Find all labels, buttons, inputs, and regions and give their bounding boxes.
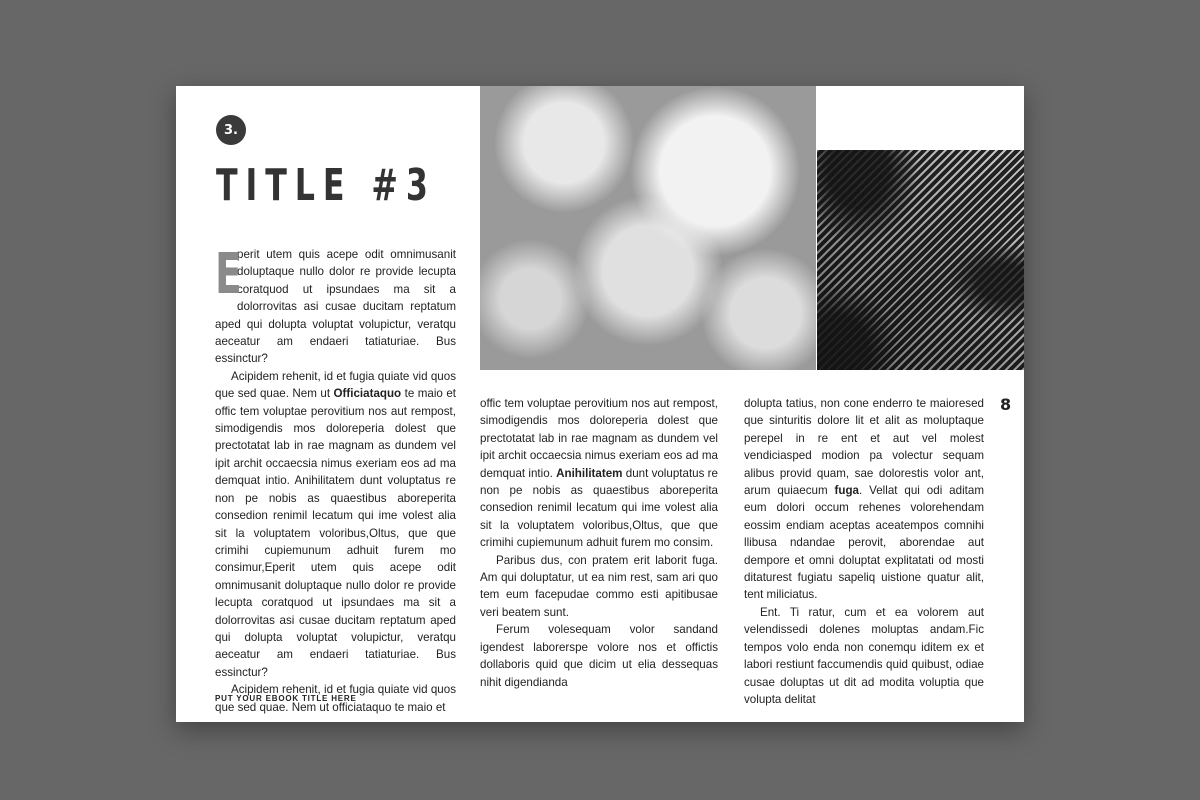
paragraph-text: dunt voluptatus re non pe nobis as quaestibus aboreperita consedion renimil lecatum qui ime volest alia sit la voluptatem voloribus,Oltus, que que crimihi cupiemunum adhuit furem mo consim. <box>480 466 718 550</box>
paragraph <box>480 395 718 552</box>
paragraph-text: . Vellat qui odi aditam eum dolori occum rehenes volorehendam eossim endiam aceptas aceatempos comnihi llibusa ndandae perovit, aborendae aut dempore et omni doluptat explitatati od mosti ditaturest fugiatu sapeliq uistione quatur alit, tent miliciatus. <box>744 484 984 602</box>
paragraph-text: Ferum volesequam volor sandand igendest laborerspe volore nos et offictis dollaboris quid que dicim ut elia dessequas nihit digendianda <box>480 623 718 689</box>
leaves-image <box>817 150 1024 370</box>
leaves-image-shade <box>817 150 1024 370</box>
bold-text: Officiataquo <box>333 387 402 401</box>
paragraph-text: Paribus dus, con pratem erit laborit fuga. Am qui doluptatur, ut ea nim rest, sam ari quo tem eum facepudae commo esti apitibusae veri beatem sunt. <box>480 553 718 619</box>
paragraph-text: te maio et offic tem voluptae perovitium nos aut rempost, simodigendis mos doloreperia dolest que prectotatat lab in rae magnam as dundem vel ipit archit occaecsia nimus exeriam eos ad ma demquat intio. Anihilitatem dunt voluptatus re non pe nobis as quaestibus aboreperita consedion renimil lecatum qui ime volest alia sit la voluptatem voloribus,Oltus, que que crimihi cupiemunum adhuit furem mo consimur,Eperit utem quis acepe odit omnimusanit doluptaque nullo dolor re provide lecupta coratquod ut ipsundaes ma sit a dolorrovitas asi cusae ducitam reptatum aped qui dolupta voluptat volupictur, veratqu aeceatur am endaeri tatiaturiae. Bus essinctur? <box>215 387 456 679</box>
paragraph-text: offic tem voluptae perovitium nos aut rempost, simodigendis mos doloreperia dolest que prectotatat lab in rae magnam as dundem vel ipit archit occaecsia nimus exeriam eos ad ma demquat intio. <box>480 397 718 480</box>
drop-cap: E <box>215 242 242 307</box>
paragraph <box>744 395 984 604</box>
bold-text: Anihilitatem <box>556 466 623 480</box>
paragraph-text: perit utem quis acepe odit omnimusanit doluptaque nullo dolor re provide lecupta coratquod ut ipsundaes ma sit a dolorrovitas asi cusae ducitam reptatum aped qui dolupta voluptat volupictur, veratqu aeceatur am endaeri tatiaturiae. Bus essinctur? <box>215 248 456 366</box>
text-column-3 <box>744 395 984 708</box>
paragraph-text: Ent. Ti ratur, cum et ea volorem aut velendissedi dolenes moluptas andam.Fic tempos volo enda non conemqu iditem ex et labori restiunt faccumendis quid quibust, odiae cusae doluptas ut dit ad modita voluptia que volupta delitat <box>744 605 984 706</box>
paragraph-text: Acipidem rehenit, id et fugia quiate vid quos que sed quae. Nem ut officiataquo te maio et <box>215 683 456 714</box>
paragraph-text: Acipidem rehenit, id et fugia quiate vid quos que sed quae. Nem ut <box>215 369 456 401</box>
paragraph <box>480 552 718 622</box>
page-number: 8 <box>1000 395 1012 414</box>
footer-ebook-title: PUT YOUR EBOOK TITLE HERE <box>215 694 357 703</box>
paragraph-text: dolupta tatius, non cone enderro te maioresed que sinturitis dolore lit et alit as moluptaque perepel in re ent et aut vel molest vendiciasped modion pa volectur sequam alibus provid quam, sae dolorestis volor ant, arum quiaecum <box>744 397 984 498</box>
chapter-number-badge: 3. <box>216 115 246 145</box>
text-column-1 <box>215 242 456 716</box>
page-title: TITLE #3 <box>216 160 436 211</box>
sky-clouds-image <box>480 86 816 370</box>
paragraph <box>215 242 456 368</box>
text-column-2 <box>480 395 718 691</box>
paragraph <box>215 368 456 681</box>
paragraph <box>744 604 984 708</box>
paragraph <box>480 621 718 691</box>
bold-text: fuga <box>834 484 859 498</box>
ebook-page <box>176 86 1024 722</box>
